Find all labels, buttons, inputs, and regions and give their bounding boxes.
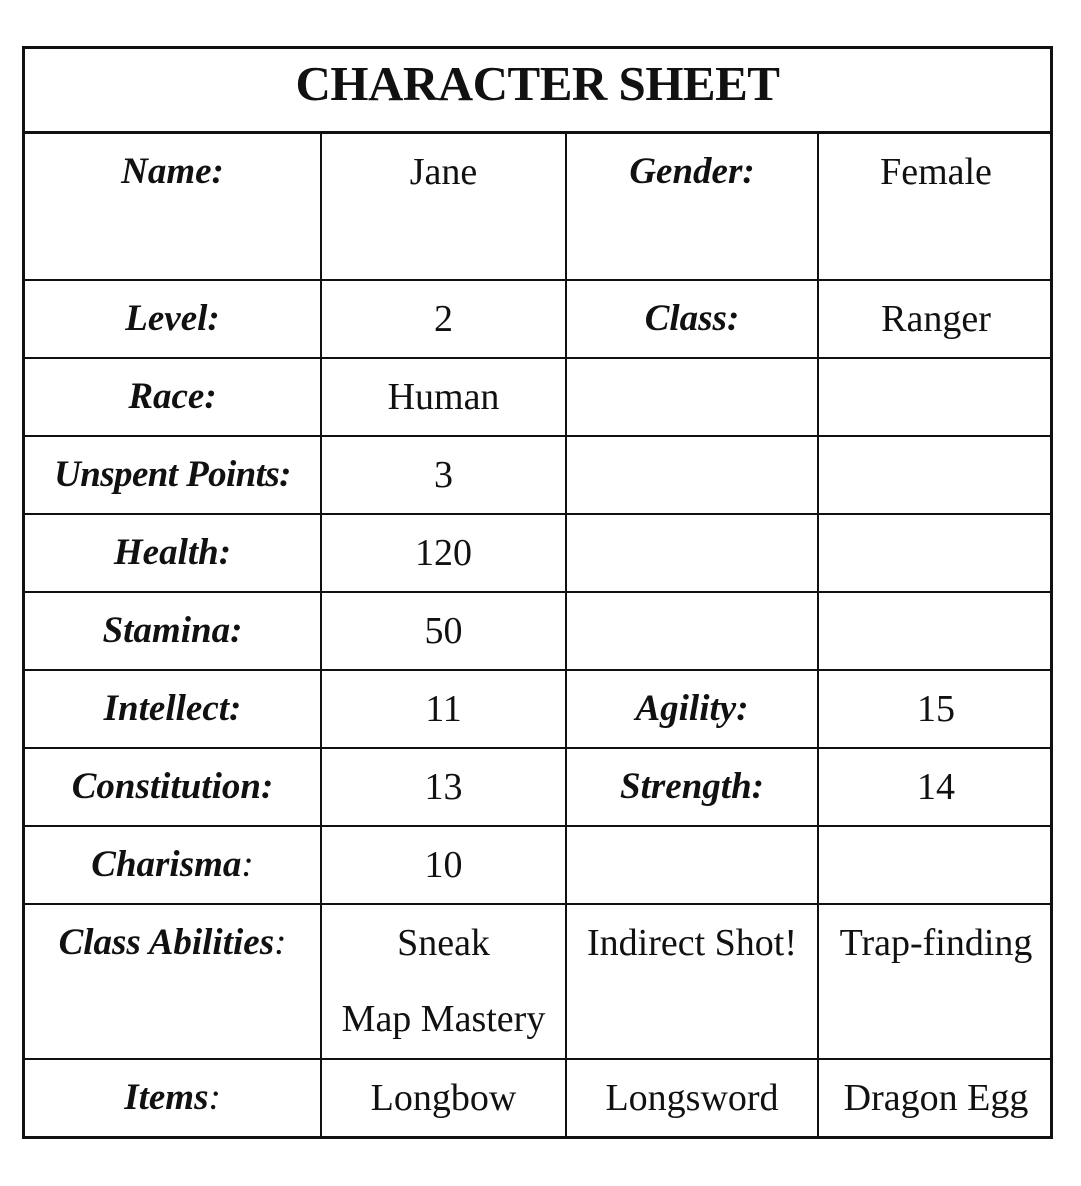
- row-level-class: [25, 280, 1053, 358]
- race-label: Race:: [25, 358, 321, 436]
- item-longsword: Longsword: [566, 1059, 818, 1136]
- ability-indirect-shot: Indirect Shot!: [566, 904, 818, 1059]
- gender-value: Female: [818, 134, 1053, 280]
- row-race: [25, 358, 1053, 436]
- item-longbow: Longbow: [321, 1059, 566, 1136]
- strength-value: 14: [818, 748, 1053, 826]
- gender-label: Gender:: [566, 134, 818, 280]
- charisma-value: 10: [321, 826, 566, 904]
- race-value: Human: [321, 358, 566, 436]
- empty-cell: [566, 436, 818, 514]
- class-abilities-label-colon: :: [274, 922, 287, 963]
- agility-label: Agility:: [566, 670, 818, 748]
- health-value: 120: [321, 514, 566, 592]
- ability-map-mastery: Map Mastery: [341, 998, 546, 1040]
- items-label-colon: :: [208, 1077, 221, 1118]
- charisma-label-text: Charisma: [91, 844, 242, 885]
- intellect-label: Intellect:: [25, 670, 321, 748]
- row-constitution-strength: [25, 748, 1053, 826]
- class-abilities-label: [25, 904, 321, 1059]
- name-value: Jane: [321, 134, 566, 280]
- stamina-label: Stamina:: [25, 592, 321, 670]
- unspent-points-label: Unspent Points:: [25, 436, 321, 514]
- level-label: Level:: [25, 280, 321, 358]
- row-unspent-points: [25, 436, 1053, 514]
- row-charisma: [25, 826, 1053, 904]
- empty-cell: [818, 826, 1053, 904]
- constitution-value: 13: [321, 748, 566, 826]
- intellect-value: 11: [321, 670, 566, 748]
- row-health: [25, 514, 1053, 592]
- items-label-text: Items: [124, 1077, 209, 1118]
- strength-label: Strength:: [566, 748, 818, 826]
- charisma-label: [25, 826, 321, 904]
- class-label: Class:: [566, 280, 818, 358]
- empty-cell: [818, 436, 1053, 514]
- row-intellect-agility: [25, 670, 1053, 748]
- class-abilities-label-text: Class Abilities: [58, 922, 275, 963]
- empty-cell: [566, 514, 818, 592]
- name-label: Name:: [25, 134, 321, 280]
- constitution-label: Constitution:: [25, 748, 321, 826]
- sheet-title: CHARACTER SHEET: [25, 49, 1050, 134]
- class-abilities-cell-1: [321, 904, 566, 1059]
- character-table: [25, 134, 1053, 1136]
- charisma-label-colon: :: [241, 844, 254, 885]
- empty-cell: [566, 592, 818, 670]
- stamina-value: 50: [321, 592, 566, 670]
- character-sheet: [22, 46, 1053, 1139]
- ability-sneak: Sneak: [397, 922, 490, 964]
- ability-trap-finding: Trap-finding: [818, 904, 1053, 1059]
- empty-cell: [818, 514, 1053, 592]
- items-label: [25, 1059, 321, 1136]
- empty-cell: [818, 592, 1053, 670]
- empty-cell: [566, 358, 818, 436]
- row-items: [25, 1059, 1053, 1136]
- level-value: 2: [321, 280, 566, 358]
- empty-cell: [818, 358, 1053, 436]
- item-dragon-egg: Dragon Egg: [818, 1059, 1053, 1136]
- row-class-abilities: [25, 904, 1053, 1059]
- class-value: Ranger: [818, 280, 1053, 358]
- empty-cell: [566, 826, 818, 904]
- agility-value: 15: [818, 670, 1053, 748]
- unspent-points-value: 3: [321, 436, 566, 514]
- row-name-gender: [25, 134, 1053, 280]
- health-label: Health:: [25, 514, 321, 592]
- row-stamina: [25, 592, 1053, 670]
